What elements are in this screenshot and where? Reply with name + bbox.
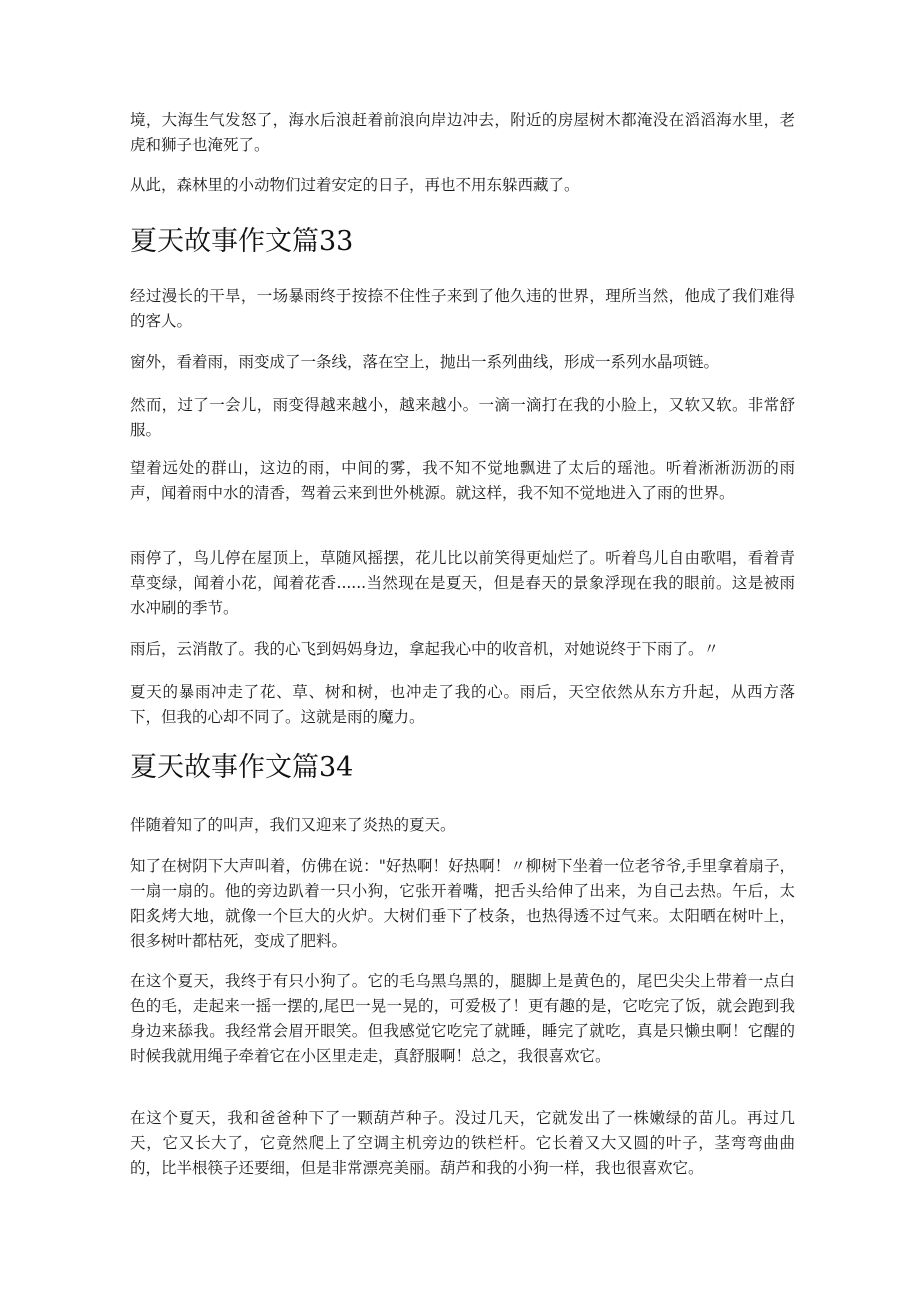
paragraph: 雨停了，鸟儿停在屋顶上，草随风摇摆，花儿比以前笑得更灿烂了。听着鸟儿自由歌唱，看着青草变绿，闻着小花，闻着花香......当然现在是夏天，但是春天的景象浮现在我的眼前。这是被雨水冲刷的季节。 — [130, 549, 795, 617]
paragraph: 从此，森林里的小动物们过着安定的日子，再也不用东躲西藏了。 — [130, 176, 580, 194]
paragraph: 在这个夏天，我和爸爸种下了一颗葫芦种子。没过几天，它就发出了一株嫩绿的苗儿。再过几天，它又长大了，它竟然爬上了空调主机旁边的铁栏杆。它长着又大又圆的叶子，茎弯弯曲曲的，比半根筷子还要细，但是非常漂亮美丽。葫芦和我的小狗一样，我也很喜欢它。 — [130, 1109, 795, 1177]
paragraph: 伴随着知了的叫声，我们又迎来了炎热的夏天。 — [130, 816, 456, 834]
paragraph: 境，大海生气发怒了，海水后浪赶着前浪向岸边冲去，附近的房屋树木都淹没在滔滔海水里，老虎和狮子也淹死了。 — [130, 111, 795, 154]
paragraph: 然而，过了一会儿，雨变得越来越小，越来越小。一滴一滴打在我的小脸上，又软又软。非常舒服。 — [130, 396, 795, 439]
section-heading: 夏天故事作文篇34 — [130, 752, 354, 783]
paragraph: 在这个夏天，我终于有只小狗了。它的毛乌黑乌黑的，腿脚上是黄色的，尾巴尖尖上带着一点白色的毛，走起来一摇一摆的,尾巴一晃一晃的，可爱极了！更有趣的是，它吃完了饭，就会跑到我身边来舔我。我经常会眉开眼笑。但我感觉它吃完了就睡，睡完了就吃，真是只懒虫啊！它醒的时候我就用绳子牵着它在小区里走走，真舒服啊！总之，我很喜欢它。 — [130, 972, 795, 1065]
paragraph: 望着远处的群山，这边的雨，中间的雾，我不知不觉地飘进了太后的瑶池。听着淅淅沥沥的雨声，闻着雨中水的清香，驾着云来到世外桃源。就这样，我不知不觉地进入了雨的世界。 — [130, 459, 795, 502]
section-heading: 夏天故事作文篇33 — [130, 226, 354, 257]
paragraph: 窗外，看着雨，雨变成了一条线，落在空上，抛出一系列曲线，形成一系列水晶项链。 — [130, 353, 720, 371]
paragraph: 经过漫长的干旱，一场暴雨终于按捺不住性子来到了他久违的世界，理所当然，他成了我们难得的客人。 — [130, 287, 795, 330]
paragraph: 知了在树阴下大声叫着，仿佛在说："好热啊！好热啊！〃柳树下坐着一位老爷爷,手里拿着扇子，一扇一扇的。他的旁边趴着一只小狗，它张开着嘴，把舌头给伸了出来，为自己去热。午后，太阳炙烤大地，就像一个巨大的火炉。大树们垂下了枝条，也热得透不过气来。太阳晒在树叶上，很多树叶都枯死，变成了肥料。 — [130, 857, 795, 950]
paragraph: 雨后，云消散了。我的心飞到妈妈身边，拿起我心中的收音机，对她说终于下雨了。〃 — [130, 640, 720, 658]
paragraph: 夏天的暴雨冲走了花、草、树和树，也冲走了我的心。雨后，天空依然从东方升起，从西方落下，但我的心却不同了。这就是雨的魔力。 — [130, 683, 795, 726]
